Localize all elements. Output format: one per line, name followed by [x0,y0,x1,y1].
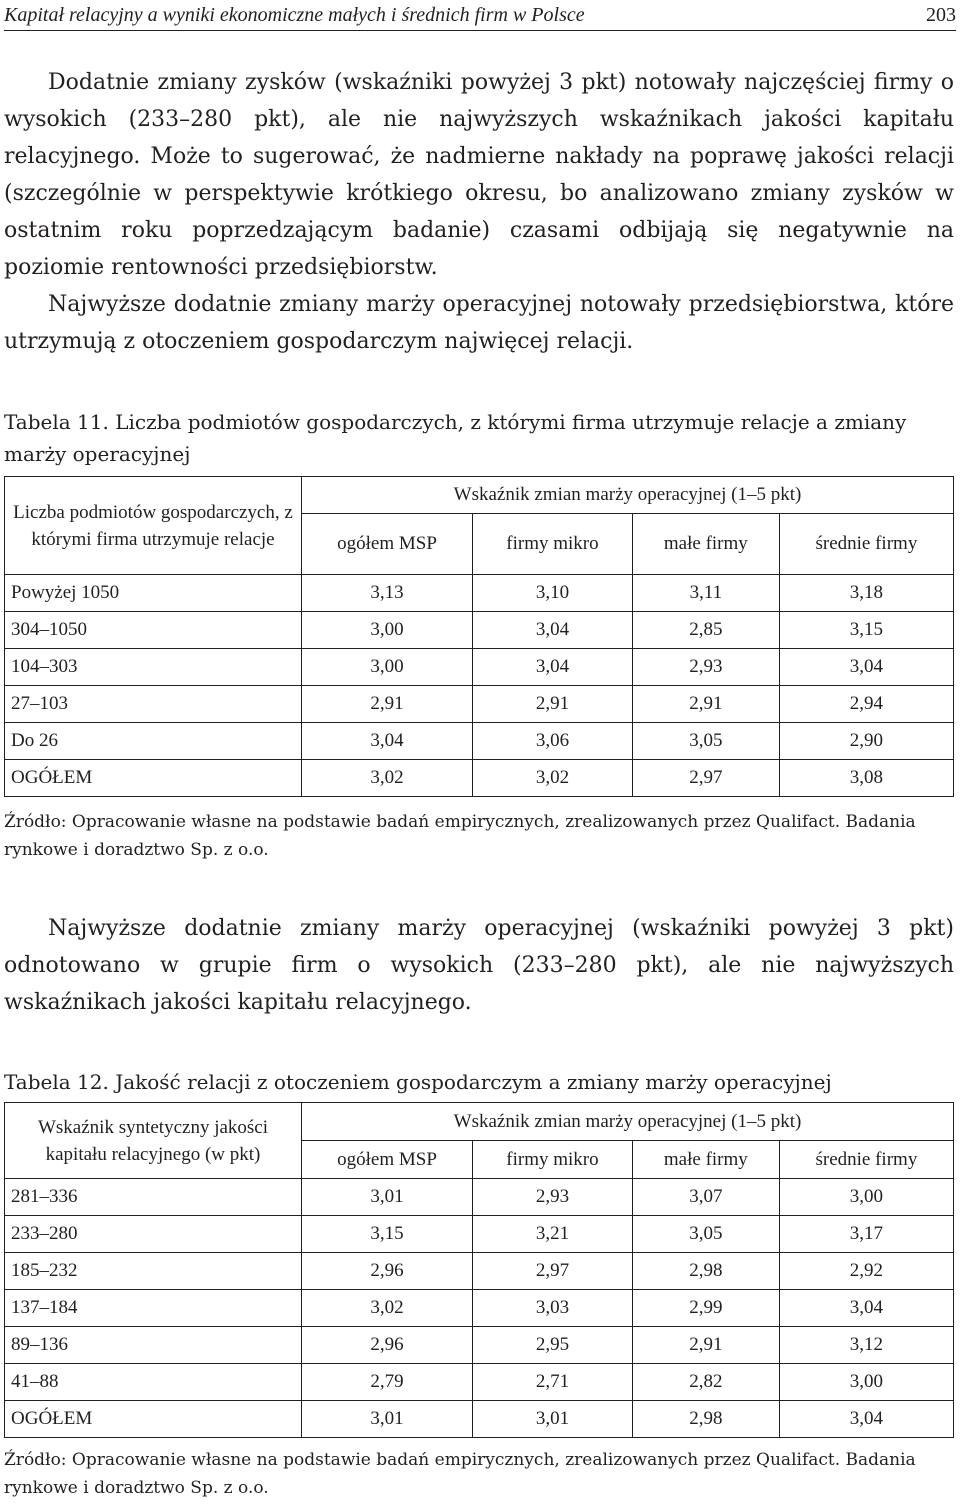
table12-col-header: firmy mikro [473,1141,633,1179]
table-cell: 3,04 [302,723,473,760]
table-cell: 2,90 [779,723,953,760]
table-cell: 3,02 [302,760,473,797]
table-cell: 3,13 [302,575,473,612]
table-cell: 3,12 [779,1327,953,1364]
table-cell: 2,92 [779,1253,953,1290]
table-cell: 3,00 [779,1179,953,1216]
table-12 [4,1102,954,1438]
row-label: 89–136 [5,1327,302,1364]
table-cell: 2,97 [632,760,779,797]
table-cell: 3,01 [302,1401,473,1438]
running-title: Kapitał relacyjny a wyniki ekonomiczne małych i średnich firm w Polsce [4,3,585,26]
table12-source: Źródło: Opracowanie własne na podstawie badań empirycznych, zrealizowanych przez Qualifact. Badania rynkowe i doradztwo Sp. z o.o. [4,1450,916,1498]
table-cell: 3,15 [779,612,953,649]
table-row [5,1253,954,1290]
row-label: Do 26 [5,723,302,760]
row-label: Powyżej 1050 [5,575,302,612]
table11-col-header: firmy mikro [473,514,633,575]
table-cell: 3,17 [779,1216,953,1253]
table-cell: 3,04 [779,1290,953,1327]
table-cell: 3,11 [632,575,779,612]
table-cell: 3,08 [779,760,953,797]
table-row [5,760,954,797]
table12-stub-header: Wskaźnik syntetyczny jakości kapitału relacyjnego (w pkt) [5,1103,302,1179]
row-label: 233–280 [5,1216,302,1253]
table-cell: 2,79 [302,1364,473,1401]
table-cell: 2,71 [473,1364,633,1401]
table-cell: 3,01 [302,1179,473,1216]
table-cell: 3,00 [779,1364,953,1401]
table-cell: 2,96 [302,1253,473,1290]
row-label: 41–88 [5,1364,302,1401]
table-cell: 2,93 [473,1179,633,1216]
running-header [4,0,956,31]
row-label: 27–103 [5,686,302,723]
table-row [5,1327,954,1364]
table-cell: 2,85 [632,612,779,649]
table11-source: Źródło: Opracowanie własne na podstawie badań empirycznych, zrealizowanych przez Qualifact. Badania rynkowe i doradztwo Sp. z o.o. [4,812,916,860]
table-11 [4,476,954,797]
table12-body [5,1179,954,1438]
table-cell: 2,96 [302,1327,473,1364]
table-row [5,1290,954,1327]
table-row [5,1364,954,1401]
table-cell: 3,10 [473,575,633,612]
table11-group-header: Wskaźnik zmian marży operacyjnej (1–5 pkt) [302,477,954,514]
table-row [5,649,954,686]
table12-caption: Tabela 12. Jakość relacji z otoczeniem gospodarczym a zmiany marży operacyjnej [4,1070,832,1094]
paragraph-margin-relations: Najwyższe dodatnie zmiany marży operacyjnej notowały przedsiębiorstwa, które utrzymują z otoczeniem gospodarczym najwięcej relacji. [4,292,954,354]
row-label: 185–232 [5,1253,302,1290]
table-cell: 3,21 [473,1216,633,1253]
table-row [5,1401,954,1438]
table-cell: 2,94 [779,686,953,723]
table-cell: 2,91 [632,1327,779,1364]
table-cell: 3,15 [302,1216,473,1253]
table-cell: 2,91 [302,686,473,723]
table-row [5,575,954,612]
table-row [5,1216,954,1253]
row-label: 104–303 [5,649,302,686]
table12-col-header: ogółem MSP [302,1141,473,1179]
table-cell: 2,97 [473,1253,633,1290]
paragraph-profit-changes: Dodatnie zmiany zysków (wskaźniki powyżej 3 pkt) notowały najczęściej firmy o wysokich (233–280 pkt), ale nie najwyższych wskaźnikach jakości kapitału relacyjnego. Może to sugerować, że nadmierne nakłady na poprawę jakości relacji (szczególnie w perspektywie krótkiego okresu, bo analizowano zmiany zysków w ostatnim roku poprzedzającym badanie) czasami odbijają się negatywnie na poziomie rentowności przedsiębiorstw. [4,70,954,280]
table11-col-header: ogółem MSP [302,514,473,575]
table-cell: 3,02 [473,760,633,797]
table-cell: 2,98 [632,1401,779,1438]
table-cell: 2,91 [473,686,633,723]
table-row [5,723,954,760]
row-label: OGÓŁEM [5,760,302,797]
row-label: 304–1050 [5,612,302,649]
paragraph-margin-quality: Najwyższe dodatnie zmiany marży operacyjnej (wskaźniki powyżej 3 pkt) odnotowano w grupie firm o wysokich (233–280 pkt), ale nie najwyższych wskaźnikach jakości kapitału relacyjnego. [4,916,954,1015]
row-label: OGÓŁEM [5,1401,302,1438]
table-cell: 3,06 [473,723,633,760]
table-cell: 3,04 [473,612,633,649]
table-cell: 3,04 [473,649,633,686]
table11-col-header: małe firmy [632,514,779,575]
table-cell: 2,82 [632,1364,779,1401]
table-cell: 3,02 [302,1290,473,1327]
table-cell: 2,91 [632,686,779,723]
table-cell: 3,07 [632,1179,779,1216]
table-cell: 3,18 [779,575,953,612]
table-cell: 3,04 [779,649,953,686]
table-row [5,612,954,649]
table-cell: 3,05 [632,723,779,760]
table-cell: 2,95 [473,1327,633,1364]
row-label: 137–184 [5,1290,302,1327]
table-row [5,686,954,723]
table-cell: 3,05 [632,1216,779,1253]
table11-col-header: średnie firmy [779,514,953,575]
table-cell: 2,93 [632,649,779,686]
table-row [5,1179,954,1216]
table11-body [5,575,954,797]
table11-caption: Tabela 11. Liczba podmiotów gospodarczych, z którymi firma utrzymuje relacje a zmiany marży operacyjnej [4,410,907,466]
table-cell: 2,99 [632,1290,779,1327]
table-cell: 3,00 [302,649,473,686]
table12-col-header: średnie firmy [779,1141,953,1179]
row-label: 281–336 [5,1179,302,1216]
table-cell: 2,98 [632,1253,779,1290]
table12-col-header: małe firmy [632,1141,779,1179]
page-number: 203 [926,3,956,26]
table-cell: 3,01 [473,1401,633,1438]
table-cell: 3,00 [302,612,473,649]
table-cell: 3,04 [779,1401,953,1438]
table12-group-header: Wskaźnik zmian marży operacyjnej (1–5 pkt) [302,1103,954,1141]
table-cell: 3,03 [473,1290,633,1327]
table11-stub-header: Liczba podmiotów gospodarczych, z którymi firma utrzymuje relacje [5,477,302,575]
